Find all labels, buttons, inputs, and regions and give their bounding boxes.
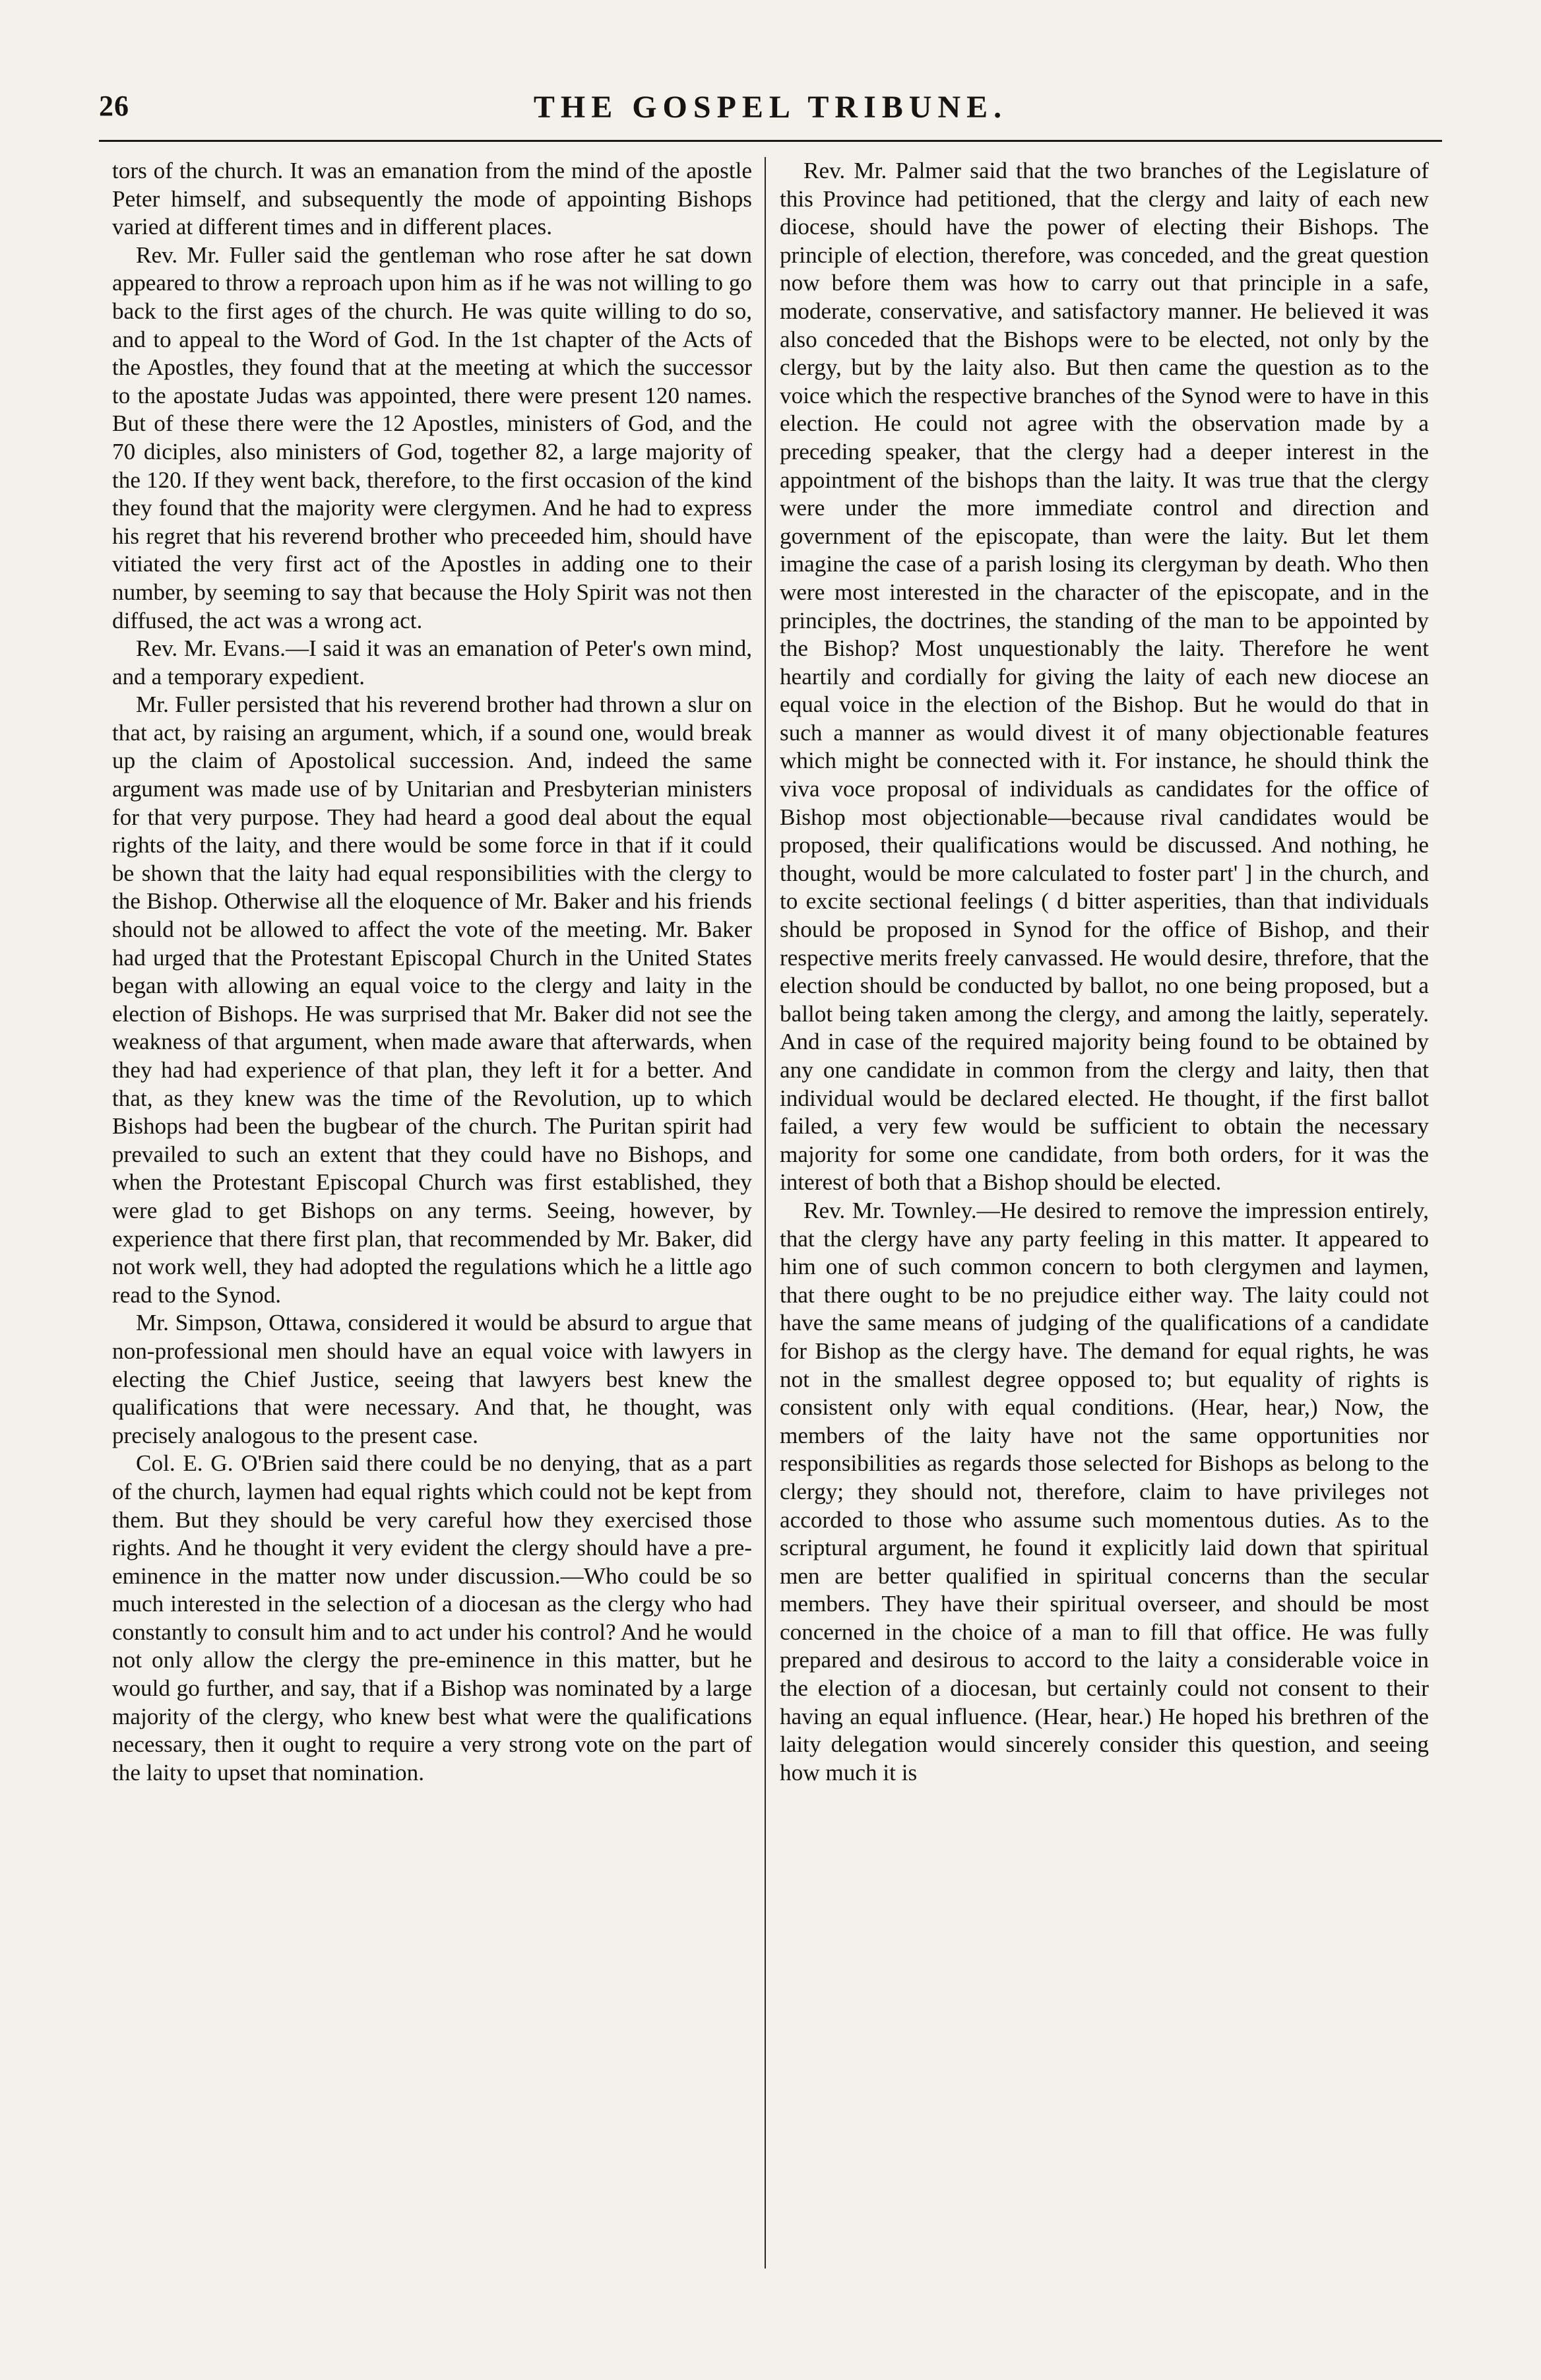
paragraph: Rev. Mr. Palmer said that the two branches of the Legislature of this Province had petitioned, that the clergy and laity of each new diocese, should have the power of electing their Bishops. The principle of election, therefore, was conceded, and the great question now before them was how to carry out that principle in a safe, moderate, conservative, and satisfactory manner. He believed it was also conceded that the Bishops were to be elected, not only by the clergy, but by the laity also. But then came the question as to the voice which the respective branches of the Synod were to have in this election. He could not agree with the observation made by a preceding speaker, that the clergy had a deeper interest in the appointment of the bishops than the laity. It was true that the clergy were under the more immediate control and direction and government of the episcopate, than were the laity. But let them imagine the case of a parish losing its clergyman by death. Who then were most interested in the character of the episcopate, and in the principles, the doctrines, the standing of the man to be appointed by the Bishop? Most unquestionably the laity. Therefore he went heartily and cordially for giving the laity of each new diocese an equal voice in the election of the Bishop. But he would do that in such a manner as would divest it of many objectionable features which might be connected with it. For instance, he should think the viva voce proposal of individuals as candidates for the office of Bishop most objectionable—because rival candidates would be proposed, their qualifications would be discussed. And nothing, he thought, would be more calculated to foster part' ] in the church, and to excite sectional feelings ( d bitter asperities, than that individuals should be proposed in Synod for the office of Bishop, and their respective merits freely canvassed. He would desire, threfore, that the election should be conducted by ballot, no one being proposed, but a ballot being taken among the clergy, and among the laitly, seperately. And in case of the required majority being found to be obtained by any one candidate in common from the clergy and laity, then that individual would be declared elected. He thought, if the first ballot failed, a very few would be sufficient to obtain the necessary majority for some one candidate, from both orders, for it was the interest of both that a Bishop should be elected.	[780, 158, 1429, 1196]
page-title: THE GOSPEL TRIBUNE.	[533, 90, 1008, 125]
paragraph: Col. E. G. O'Brien said there could be no denying, that as a part of the church, laymen had equal rights which could not be kept from them. But they should be very careful how they exercised those rights. And he thought it very evident the clergy should have a pre-eminence in the matter now under discussion.—Who could be so much interested in the selection of a diocesan as the clergy who had constantly to consult him and to act under his control? And he would not only allow the clergy the pre-eminence in this matter, but he would go further, and say, that if a Bishop was nominated by a large majority of the clergy, who knew best what were the qualifications necessary, then it ought to require a very strong vote on the part of the laity to upset that nomination.	[112, 1450, 752, 1785]
right-column	[780, 157, 1429, 2301]
page-header	[99, 89, 1442, 129]
paragraph: tors of the church. It was an emanation from the mind of the apostle Peter himself, and subsequently the mode of appointing Bishops varied at different times and in different places.	[112, 158, 752, 240]
left-column	[112, 157, 752, 2301]
paragraph: Mr. Simpson, Ottawa, considered it would be absurd to argue that non-professional men should have an equal voice with lawyers in electing the Chief Justice, seeing that lawyers best knew the qualifications that were necessary. And that, he thought, was precisely analogous to the present case.	[112, 1310, 752, 1448]
paragraph: Rev. Mr. Townley.—He desired to remove the impression entirely, that the clergy have any party feeling in this matter. It appeared to him one of such common concern to both clergymen and laymen, that there ought to be no prejudice either way. The laity could not have the same means of judging of the qualifications of a candidate for Bishop as the clergy have. The demand for equal rights, he was not in the smallest degree opposed to; but equality of rights is consistent only with equal conditions. (Hear, hear,) Now, the members of the laity have not the same opportunities nor responsibilities as regards those selected for Bishops as belong to the clergy; they should not, therefore, claim to have privileges not accorded to those who assume such momentous duties. As to the scriptural argument, he found it explicitly laid down that spiritual men are better qualified in spiritual concerns than the secular members. They have their spiritual overseer, and should be most concerned in the choice of a man to fill that office. He was fully prepared and desirous to accord to the laity a considerable voice in the election of a diocesan, but certainly could not consent to their having an equal influence. (Hear, hear.) He hoped his brethren of the laity delegation would sincerely consider this question, and seeing how much it is	[780, 1197, 1429, 1785]
paragraph: Mr. Fuller persisted that his reverend brother had thrown a slur on that act, by raising an argument, which, if a sound one, would break up the claim of Apostolical succession. And, indeed the same argument was made use of by Unitarian and Presbyterian ministers for that very purpose. They had heard a good deal about the equal rights of the laity, and there would be some force in that if it could be shown that the laity had equal responsibilities with the clergy to the Bishop. Otherwise all the eloquence of Mr. Baker and his friends should not be allowed to affect the vote of the meeting. Mr. Baker had urged that the Protestant Episcopal Church in the United States began with allowing an equal voice to the clergy and laity in the election of Bishops. He was surprised that Mr. Baker did not see the weakness of that argument, when made aware that afterwards, when they had had experience of that plan, they left it for a better. And that, as they knew was the time of the Revolution, up to which Bishops had been the bugbear of the church. The Puritan spirit had prevailed to such an extent that they could have no Bishops, and when the Protestant Episcopal Church was first established, they were glad to get Bishops on any terms. Seeing, however, by experience that there first plan, that recommended by Mr. Baker, did not work well, they had adopted the regulations which he a little ago read to the Synod.	[112, 691, 752, 1308]
page-number: 26	[99, 90, 129, 122]
paragraph: Rev. Mr. Evans.—I said it was an emanation of Peter's own mind, and a temporary expedient.	[112, 635, 752, 690]
article-columns	[112, 157, 1431, 2301]
newspaper-page	[99, 0, 1442, 2380]
paragraph: Rev. Mr. Fuller said the gentleman who rose after he sat down appeared to throw a reproach upon him as if he was not willing to go back to the first ages of the church. He was quite willing to do so, and to appeal to the Word of God. In the 1st chapter of the Acts of the Apostles, they found that at the meeting at which the successor to the apostate Judas was appointed, there were present 120 names. But of these there were the 12 Apostles, ministers of God, and the 70 diciples, also ministers of God, together 82, a large majority of the 120. If they went back, therefore, to the first occasion of the kind they found that the majority were clergymen. And he had to express his regret that his reverend brother who preceeded him, should have vitiated the very first act of the Apostles in adding one to their number, by seeming to say that because the Holy Spirit was not then diffused, the act was a wrong act.	[112, 241, 752, 633]
header-rule	[99, 140, 1442, 142]
column-divider	[765, 157, 766, 2268]
